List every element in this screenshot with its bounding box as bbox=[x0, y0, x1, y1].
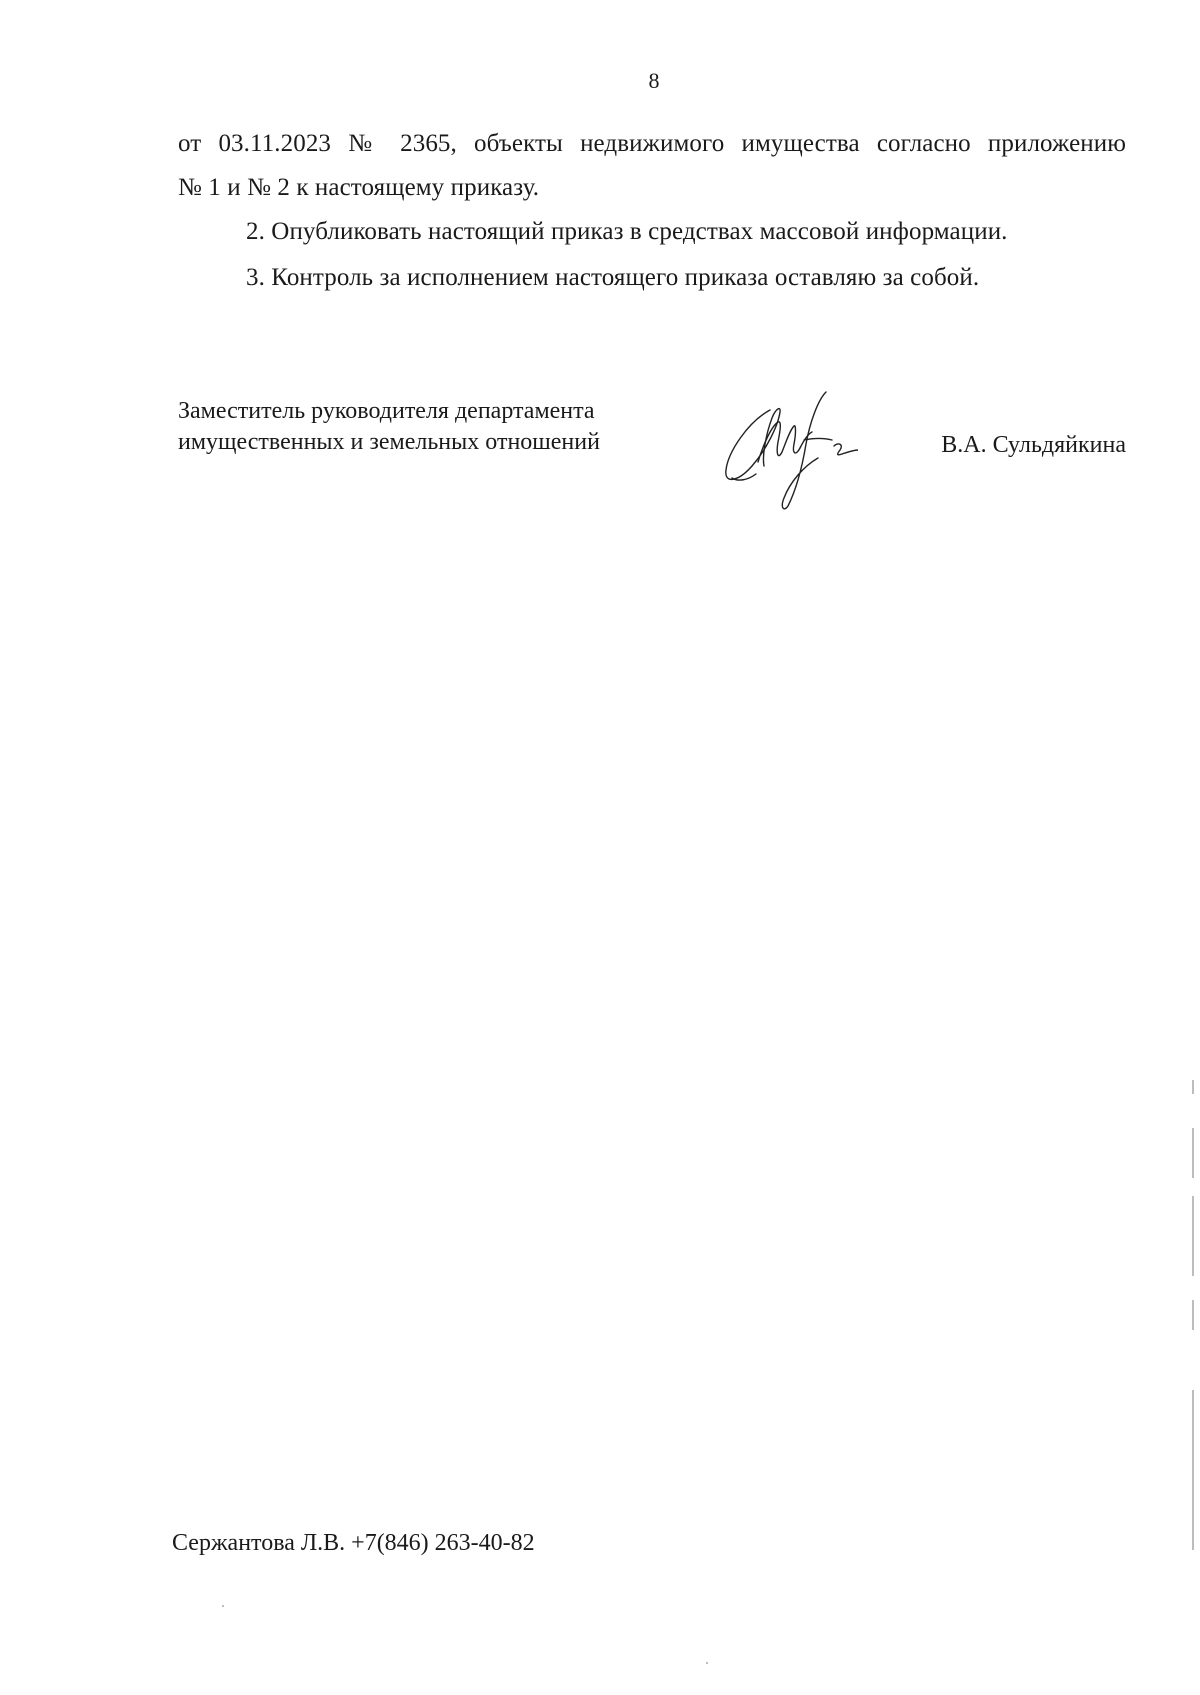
scan-mark bbox=[1192, 1080, 1194, 1094]
handwritten-signature-icon bbox=[708, 382, 858, 512]
paragraph-text: 3. Контроль за исполнением настоящего приказа оставляю за собой. bbox=[246, 264, 980, 291]
scan-mark bbox=[1192, 1196, 1194, 1276]
signer-name: В.А. Сульдяйкина bbox=[941, 432, 1126, 458]
scan-mark bbox=[706, 1662, 708, 1664]
signer-position-line: имущественных и земельных отношений bbox=[178, 429, 600, 455]
paragraph-item-3 bbox=[178, 256, 1126, 300]
footer-contact: Сержантова Л.В. +7(846) 263-40-82 bbox=[172, 1530, 535, 1556]
paragraph-item-2 bbox=[178, 210, 1126, 254]
signer-position bbox=[178, 396, 600, 458]
paragraph-line: от 03.11.2023 № 2365, объекты недвижимого имущества согласно приложению bbox=[178, 130, 1126, 157]
paragraph-text: 2. Опубликовать настоящий приказ в средствах массовой информации. bbox=[246, 218, 1008, 245]
page-number: 8 bbox=[648, 68, 660, 93]
scan-mark bbox=[1192, 1128, 1194, 1178]
paragraph-line: № 1 и № 2 к настоящему приказу. bbox=[178, 174, 540, 201]
signature-block bbox=[178, 396, 1126, 526]
scan-mark bbox=[1192, 1390, 1194, 1550]
signer-position-line: Заместитель руководителя департамента bbox=[178, 398, 595, 424]
paragraph-continued bbox=[178, 122, 1126, 210]
scan-mark bbox=[1192, 1300, 1194, 1330]
scan-mark bbox=[222, 1605, 224, 1607]
